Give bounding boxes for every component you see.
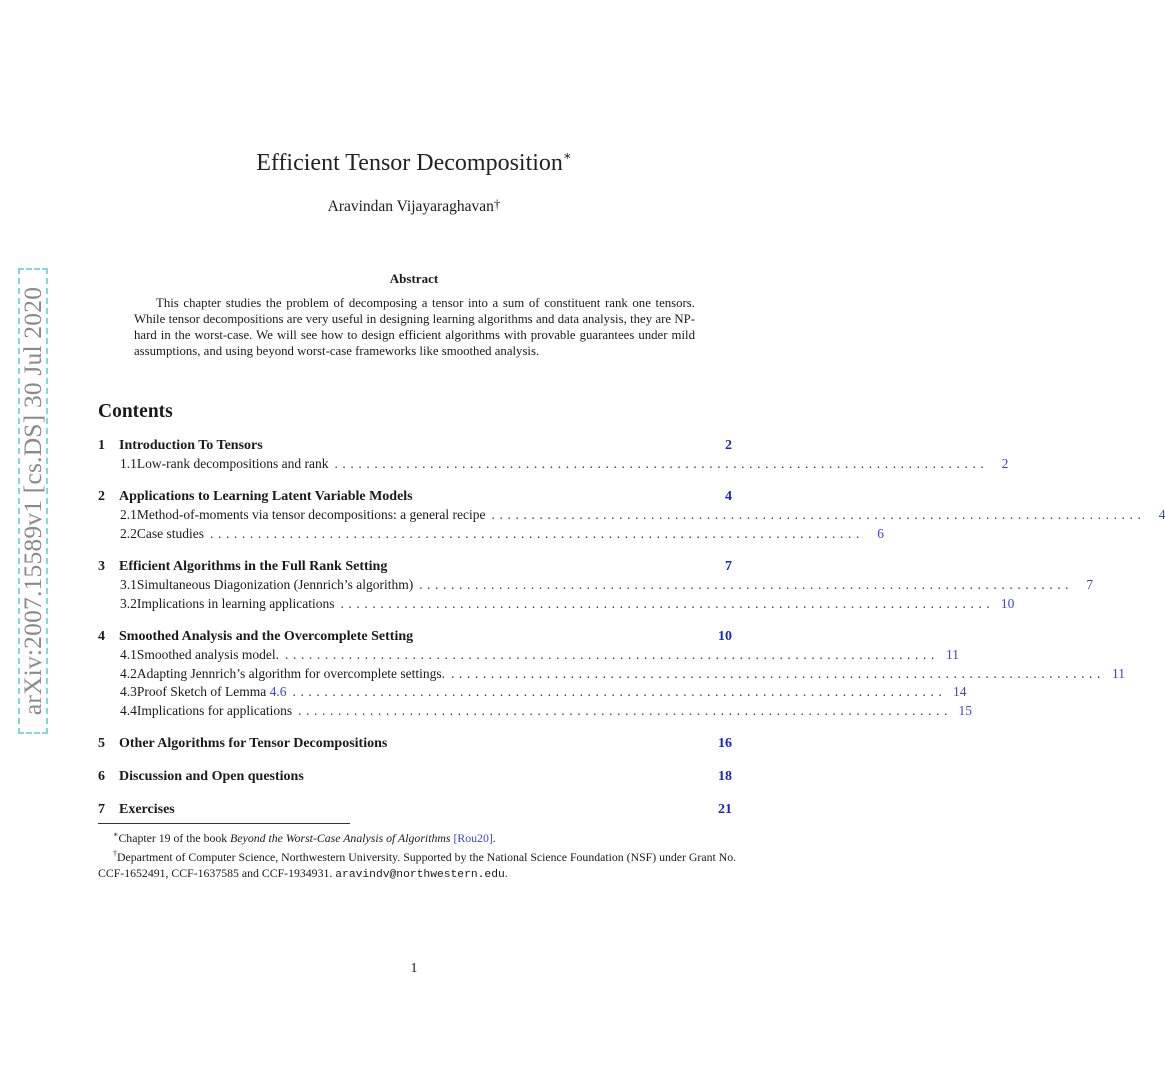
toc-subsection-title[interactable]: Smoothed analysis model.: [136, 647, 279, 662]
lemma-reference-link[interactable]: 4.6: [269, 684, 287, 699]
toc-section-title[interactable]: Applications to Learning Latent Variable Models: [119, 489, 413, 504]
footnote-1-mark: ∗: [113, 830, 119, 839]
toc-page-link[interactable]: 2: [725, 438, 732, 453]
toc-section-entry[interactable]: [98, 736, 732, 754]
toc-section-2: [98, 489, 1165, 544]
citation-link[interactable]: [Rou20]: [453, 830, 493, 845]
page-number: 1: [410, 961, 418, 976]
toc-page-link[interactable]: 7: [725, 559, 732, 574]
toc-section-title[interactable]: Other Algorithms for Tensor Decompositions: [119, 736, 388, 751]
toc-subsection-title[interactable]: Low-rank decompositions and rank: [136, 456, 329, 471]
toc-page-link[interactable]: 18: [718, 769, 732, 784]
footnote-2-text: Department of Computer Science, Northwestern University. Supported by the National Science Foundation (NSF) under Grant No. CCF-1652491, CCF-1637585 and CCF-1934931.: [98, 849, 737, 880]
toc-leader-dots: ..................................................................................: [285, 647, 939, 662]
toc-subsection-entry[interactable]: [98, 647, 959, 666]
toc-subsection-title[interactable]: [137, 684, 287, 700]
toc-subsection-number: 4.2: [120, 665, 137, 681]
toc-page-link[interactable]: 4: [725, 489, 732, 504]
toc-subsection-number: 4.1: [120, 647, 137, 662]
toc-subsection-number: 4.3: [120, 684, 137, 699]
toc-leader-dots: ..................................................................................: [210, 525, 864, 541]
toc-section-number: 1: [98, 438, 105, 453]
toc-subsection-entry[interactable]: [98, 702, 973, 722]
toc-section-1: [98, 438, 1009, 475]
toc-subsection-title-text: Proof Sketch of Lemma: [136, 684, 270, 699]
toc-leader-dots: ..................................................................................: [334, 456, 989, 471]
toc-subsection-entry[interactable]: [98, 525, 884, 545]
toc-leader-dots: ..................................................................................: [491, 507, 1146, 522]
toc-section-title[interactable]: Smoothed Analysis and the Overcomplete Setting: [119, 629, 414, 644]
toc-section-7: [98, 802, 732, 820]
toc-subsection-title[interactable]: Implications for applications: [136, 702, 293, 718]
toc-subsection-entry[interactable]: [98, 665, 1126, 685]
toc-subsection-title[interactable]: Simultaneous Diagonization (Jennrich’s algorithm): [136, 577, 414, 592]
contents-heading: Contents: [98, 401, 173, 422]
toc-section-3: [98, 559, 1094, 614]
footnote-2-mark: †: [113, 848, 117, 858]
toc-page-link[interactable]: 10: [718, 629, 732, 644]
toc-leader-dots: ..................................................................................: [419, 577, 1074, 592]
toc-section-entry[interactable]: [98, 489, 732, 507]
toc-section-number: 5: [98, 736, 105, 751]
toc-leader-dots: ..................................................................................: [451, 665, 1106, 681]
footnote-divider: [98, 823, 350, 824]
toc-section-entry[interactable]: [98, 559, 732, 577]
footnote-1-end: .: [492, 830, 496, 845]
toc-page-link[interactable]: 2: [1001, 456, 1009, 471]
toc-subsection-entry[interactable]: [98, 595, 1015, 615]
arxiv-identifier-text: arXiv:2007.15589v1 [cs.DS] 30 Jul 2020: [18, 286, 48, 716]
abstract-heading: Abstract: [389, 271, 439, 286]
toc-subsection-title[interactable]: Implications in learning applications: [136, 595, 335, 611]
toc-leader-dots: ..................................................................................: [292, 684, 947, 699]
toc-section-5: [98, 736, 732, 754]
toc-section-entry[interactable]: [98, 629, 732, 647]
author-email[interactable]: aravindv@northwestern.edu: [335, 868, 505, 881]
toc-section-title[interactable]: Exercises: [119, 802, 175, 817]
toc-page-link[interactable]: 16: [718, 736, 732, 751]
toc-page-link[interactable]: 21: [718, 802, 732, 817]
toc-section-entry[interactable]: [98, 438, 732, 456]
footnotes: [98, 827, 738, 883]
toc-section-4: [98, 629, 1126, 721]
toc-subsection-entry[interactable]: [98, 577, 1094, 596]
toc-subsection-number: 1.1: [120, 456, 137, 471]
paper-title: [0, 150, 828, 177]
toc-subsection-number: 3.2: [120, 595, 137, 611]
toc-section-title[interactable]: Introduction To Tensors: [119, 438, 263, 453]
toc-subsection-title[interactable]: Case studies: [136, 525, 204, 541]
toc-section-number: 6: [98, 769, 105, 784]
toc-page-link[interactable]: 14: [952, 684, 967, 699]
toc-subsection-title[interactable]: Adapting Jennrich’s algorithm for overcomplete settings.: [136, 665, 446, 681]
toc-page-link[interactable]: 11: [945, 647, 959, 662]
title-footnote-mark[interactable]: ∗: [562, 148, 572, 163]
toc-section-number: 2: [98, 489, 105, 504]
abstract-text: This chapter studies the problem of decomposing a tensor into a sum of constituent rank one tensors. While tensor decompositions are very useful in designing learning algorithms and data analysis, they are NP-hard in the worst-case. We will see how to design efficient algorithms with provable guarantees under mild assumptions, and using beyond worst-case frameworks like smoothed analysis.: [134, 296, 695, 358]
footnote-1: [98, 827, 738, 846]
paper-author: [0, 198, 828, 216]
toc-subsection-entry[interactable]: [98, 507, 1165, 526]
toc-leader-dots: ..................................................................................: [340, 595, 995, 611]
toc-subsection-number: 2.2: [120, 525, 137, 541]
author-name: Aravindan Vijayaraghavan: [327, 198, 494, 215]
toc-page-link[interactable]: 6: [877, 525, 884, 541]
toc-section-number: 3: [98, 559, 105, 574]
footnote-2-end: .: [504, 865, 508, 880]
toc-section-title[interactable]: Efficient Algorithms in the Full Rank Setting: [119, 559, 388, 574]
toc-section-6: [98, 769, 732, 787]
toc-subsection-entry[interactable]: [98, 684, 967, 703]
toc-subsection-number: 2.1: [120, 507, 137, 522]
toc-section-entry[interactable]: [98, 802, 732, 820]
toc-page-link[interactable]: 10: [1000, 595, 1015, 611]
toc-section-entry[interactable]: [98, 769, 732, 787]
arxiv-identifier-stamp: [18, 268, 48, 734]
toc-section-title[interactable]: Discussion and Open questions: [119, 769, 304, 784]
book-title: Beyond the Worst-Case Analysis of Algorithms: [230, 830, 451, 845]
toc-page-link[interactable]: 11: [1112, 665, 1126, 681]
title-text: Efficient Tensor Decomposition: [256, 150, 563, 176]
author-footnote-mark[interactable]: †: [493, 196, 501, 211]
toc-section-number: 4: [98, 629, 105, 644]
toc-leader-dots: ..................................................................................: [298, 702, 953, 718]
toc-page-link[interactable]: 4: [1158, 507, 1165, 522]
toc-subsection-entry[interactable]: [98, 456, 1009, 475]
footnote-1-prefix: Chapter 19 of the book: [118, 830, 231, 845]
footnote-2: [98, 846, 738, 883]
toc-subsection-number: 3.1: [120, 577, 137, 592]
toc-page-link[interactable]: 15: [958, 702, 973, 718]
toc-page-link[interactable]: 7: [1086, 577, 1094, 592]
toc-subsection-number: 4.4: [120, 702, 137, 718]
toc-subsection-title[interactable]: Method-of-moments via tensor decompositions: a general recipe: [136, 507, 486, 522]
toc-section-number: 7: [98, 802, 105, 817]
